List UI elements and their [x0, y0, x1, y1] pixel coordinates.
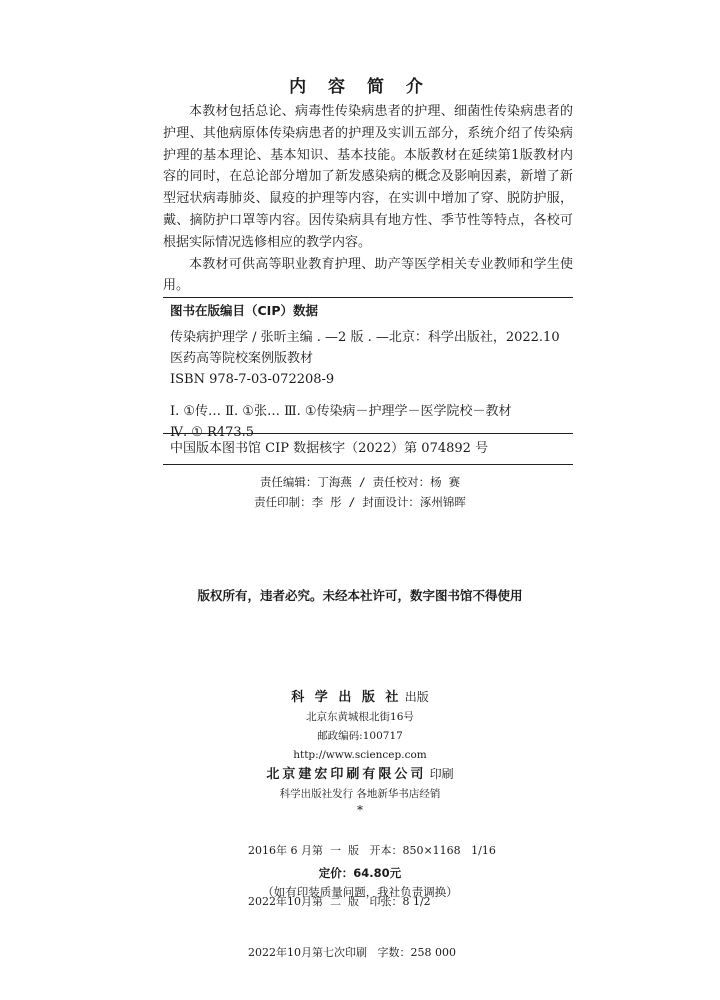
- cip-heading: 图书在版编目（CIP）数据: [170, 303, 318, 318]
- price-value: 64.80元: [353, 866, 402, 880]
- price-block: [0, 864, 720, 902]
- publisher-address: 北京东黄城根北街16号: [306, 711, 414, 723]
- cip-classification: Ⅳ. ① R473.5: [170, 425, 255, 440]
- printer-role: 印刷: [429, 767, 454, 781]
- cip-record-number-block: [170, 438, 570, 459]
- edition-line: 2022年10月第 二 版 印张：8 1/2: [248, 895, 431, 908]
- edition-line: 2016年 6 月第 一 版 开本：850×1168 1/16: [248, 844, 496, 857]
- cip-record: 传染病护理学 / 张昕主编 . —2 版 . —北京：科学出版社，2022.10: [170, 330, 560, 345]
- publisher-name: 科 学 出 版 社: [291, 690, 402, 705]
- price-note: （如有印装质量问题，我社负责调换）: [262, 885, 458, 899]
- cip-top-rule: [163, 297, 573, 298]
- publisher-postcode: 邮政编码:100717: [317, 730, 403, 742]
- publisher-url: http://www.sciencep.com: [293, 749, 427, 761]
- abstract-paragraph: 本教材包括总论、病毒性传染病患者的护理、细菌性传染病患者的护理、其他病原体传染病患者的护理及实训五部分，系统介绍了传染病护理的基本理论、基本知识、基本技能。本版教材在延续第1版教材内容的同时，在总论部分增加了新发感染病的概念及影响因素，新增了新型冠状病毒肺炎、鼠疫的护理等内容，在实训中增加了穿、脱防护服，戴、摘防护口罩等内容。因传染病具有地方性、季节性等特点，各校可根据实际情况选修相应的教学内容。: [163, 104, 573, 250]
- copyright-notice: 版权所有，违者必究。未经本社许可，数字图书馆不得使用: [197, 588, 523, 603]
- cip-subjects: Ⅰ. ①传… Ⅱ. ①张… Ⅲ. ①传染病－护理学－医学院校－教材: [170, 404, 512, 419]
- publisher-role: 出版: [404, 690, 429, 704]
- cip-middle-rule: [163, 433, 573, 434]
- cip-record-number: 中国版本图书馆 CIP 数据核字（2022）第 074892 号: [170, 441, 489, 456]
- editors-credits: [0, 472, 720, 512]
- editors-line: 责任印制：李 彤 / 封面设计：涿州锦晖: [254, 495, 466, 509]
- cip-block: [170, 300, 570, 443]
- publisher-block: [0, 688, 720, 816]
- cip-isbn: ISBN 978-7-03-072208-9: [170, 372, 335, 387]
- distribution-line: 科学出版社发行 各地新华书店经销: [279, 788, 441, 800]
- separator-asterisk: *: [357, 803, 363, 817]
- editors-line: 责任编辑：丁海燕 / 责任校对：杨 赛: [259, 475, 461, 489]
- cip-bottom-rule: [163, 464, 573, 465]
- printer-name: 北京建宏印刷有限公司: [266, 767, 427, 782]
- price-label: 定价：: [318, 866, 354, 880]
- abstract: [163, 101, 573, 297]
- cip-series: 医药高等院校案例版教材: [170, 351, 314, 366]
- page-title: 内 容 简 介: [289, 77, 431, 97]
- edition-line: 2022年10月第七次印刷 字数：258 000: [248, 946, 456, 959]
- abstract-paragraph: 本教材可供高等职业教育护理、助产等医学相关专业教师和学生使用。: [163, 256, 573, 294]
